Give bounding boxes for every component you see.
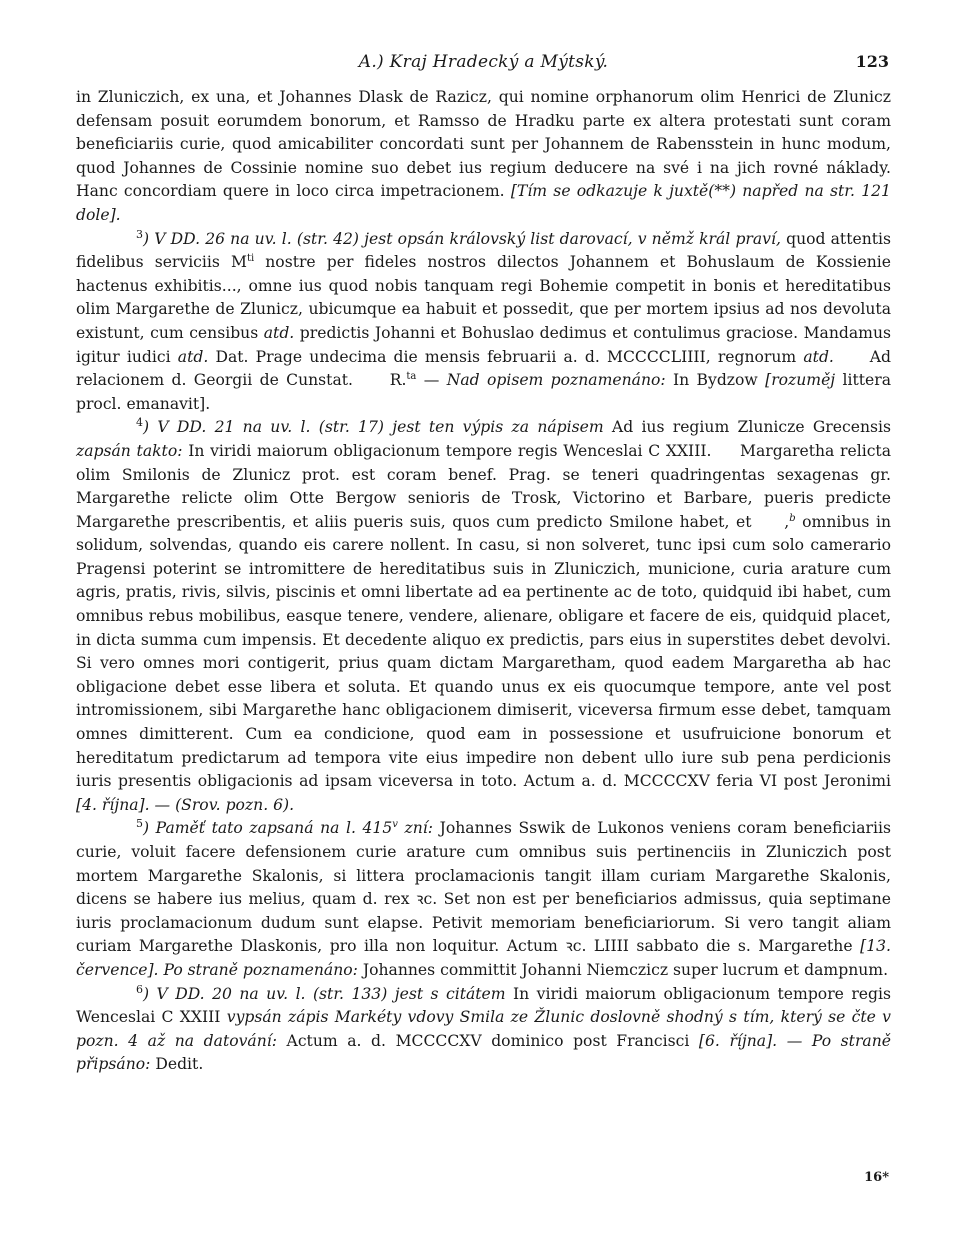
- editorial-note: ) V DD. 26 na uv. l. (str. 42) jest opsán královský list darovací, v němž král praví,: [143, 229, 781, 248]
- editorial-note: zní:: [397, 819, 434, 838]
- footnote-letter: b: [789, 512, 796, 524]
- text-run: predictis Johanni et Bohuslao dedimus et contulimus graciose. Mandamus igitur iudici: [76, 323, 891, 366]
- page-title: A.) Kraj Hradecký a Mýtský.: [358, 52, 609, 72]
- superscript: ti: [246, 252, 255, 264]
- footnote-3: [76, 227, 896, 417]
- text-run: Johannes committit Johanni Niemczicz super lucrum et dampnum.: [357, 960, 889, 979]
- text-run: Dat. Prage undecima die mensis februarii a. d. MCCCCLIIII, regnorum: [208, 347, 804, 366]
- editorial-note: ) Paměť tato zapsaná na l. 415: [143, 819, 393, 838]
- editorial-note: [6. října]. — Po straně připsáno:: [76, 1031, 891, 1074]
- text-run: omnibus in solidum, solvendas, quando eis carere nollent. In casu, si non solveret, tunc ipsi cum solo camerario Pragensi poterint se intromittere de hereditatibus suis in Zluniczich, municione, curia arature cum agris, pratis, rivis, silvis, piscinis et omni libertate ad ea pertinente ac de toto, quidquid ibi habet, cum omnibus rebus mobilibus, easque tenere, vendere, alienare, obligare et facere de eis, quidquid placet, in dicta summa cum impensis. Et decedente aliquo ex predictis, pars eius in superstites debet devolvi. Si vero omnes mori contigerit, prius quam dictam Margaretham, quod eadem Margaretha ab hac obligacione debet esse libera et soluta. Et quando unus ex eis quocumque tempore, ante vel post intromissionem, sibi Margarethe hanc obligacionem dimiserit, viceversa firmum esse debet, tamquam omnes dimitterent. Cum ea condicione, quod eam in possessione et usufruicione bonorum et hereditatum predictarum ad tempora vite eius impedire non debent ullo iure sub pena perdicionis iuris presentis obligacionis ad ipsam viceversa in toto. Actum a. d. MCCCCXV feria VI post Jeronimi: [76, 512, 891, 791]
- text-run: In Bydzow: [665, 371, 766, 390]
- text-run: Dedit.: [150, 1055, 204, 1074]
- text-run: Ad ius regium Zlunicze Grecensis: [603, 418, 891, 437]
- paragraph-continuation: [76, 86, 891, 228]
- running-head: [76, 52, 891, 86]
- editorial-note: [4. října]. — (Srov. pozn. 6).: [76, 795, 295, 814]
- text-run: Johannes Sswik de Lukonos veniens coram beneficiariis curie, voluit facere defensionem curie arature cum omnibus suis pertinenciis in Zluniczich post mortem Margarethe Skalonis, si littera proclamacionis tangit illam curiam Margarethe Skalonis, dicens se habere ius melius, quam d. rex ꝛc. Set non est per beneficiarios admissus, quia septimane iuris proclamacionum dudum sunt elapse. Petivit memoriam beneficiariorum. Si vero tangit aliam curiam Margarethe Dlaskonis, pro illa non loquitur. Actum ꝛc. LIIII sabbato die s. Margarethe: [76, 819, 891, 956]
- abbreviation: atd.: [803, 347, 834, 366]
- text-run: Ad relacionem d. Georgii de Cunstat. R.: [76, 347, 896, 390]
- editorial-note: [13. července]. Po straně poznamenáno:: [76, 937, 891, 979]
- editorial-note: Nad opisem poznamenáno:: [446, 371, 666, 390]
- footnote-mark: 3: [136, 227, 143, 241]
- page: [76, 52, 896, 1185]
- editorial-note: ) V DD. 21 na uv. l. (str. 17) jest ten výpis za nápisem: [143, 418, 604, 437]
- superscript: v: [392, 819, 398, 831]
- abbreviation: atd.: [263, 323, 295, 342]
- page-number: 123: [855, 52, 889, 71]
- footnote-mark: 5: [136, 817, 143, 831]
- footnote-6: [76, 983, 891, 1077]
- text-run: In viridi maiorum obligacionum tempore regis Wenceslai C XXIII. Margaretha relicta olim Smilonis de Zlunicz prot. est coram benef. Prag. se teneri quadringentas sexagenas gr. Margarethe relicte olim Otte Bergow senioris de Trosk, Victorino et Barbare, pueris predicte Margarethe prescribentis, et aliis pueris suis, quos cum predicto Smilone habet, et ,: [76, 441, 896, 531]
- editorial-note: vypsán zápis Markéty vdovy Smila ze Žlunic doslovně shodný s tím, který se čte v pozn. 4 až na datování:: [76, 1008, 891, 1050]
- superscript: ta: [406, 370, 417, 382]
- text-run: nostre per fideles nostros dilectos Johannem et Bohuslaum de Kossienie hactenus exhibitis..., omne ius quod nobis tanquam regi Bohemie competit in bonis et hereditatibus olim Margarethe de Zlunicz, ubicumque ea habuit et possedit, que per mortem ipsius ad nos devoluta existunt, cum censibus: [76, 253, 891, 342]
- text-run: in Zluniczich, ex una, et Johannes Dlask de Razicz, qui nomine orphanorum olim Henrici de Zlunicz defensam posuit eorumdem bonorum, et Ramsso de Hradku parte ex altera protestati sunt coram beneficiariis curie, quod amicabiliter concordati sunt per Johannem de Rabensstein in hunc modum, quod Johannes de Cossinie nomine suo debet ius regium deducere na své i na jich rovné náklady. Hanc concordiam quere in loco circa impetracionem.: [76, 88, 891, 201]
- text-run: Actum a. d. MCCCCXV dominico post Francisci: [276, 1031, 699, 1050]
- footnote-4: [76, 416, 896, 817]
- text-run: —: [416, 371, 447, 390]
- text-run: In viridi maiorum obligacionum tempore regis Wenceslai C XXIII: [76, 984, 891, 1027]
- footnote-5: [76, 817, 891, 982]
- footnote-mark: 6: [136, 982, 143, 996]
- editorial-note: [Tím se odkazuje k juxtě(**) napřed na str. 121 dole].: [76, 182, 891, 224]
- signature-mark: 16*: [864, 1170, 889, 1185]
- editorial-note: zapsán takto:: [76, 441, 183, 460]
- editorial-note: [rozuměj: [765, 371, 836, 390]
- editorial-note: ) V DD. 20 na uv. l. (str. 133) jest s citátem: [143, 984, 506, 1003]
- text-run: littera procl. emanavit].: [76, 371, 891, 413]
- footnote-mark: 4: [136, 416, 143, 430]
- page-body: [76, 86, 896, 1077]
- text-run: quod attentis fidelibus serviciis M: [76, 229, 891, 272]
- abbreviation: atd.: [177, 347, 209, 366]
